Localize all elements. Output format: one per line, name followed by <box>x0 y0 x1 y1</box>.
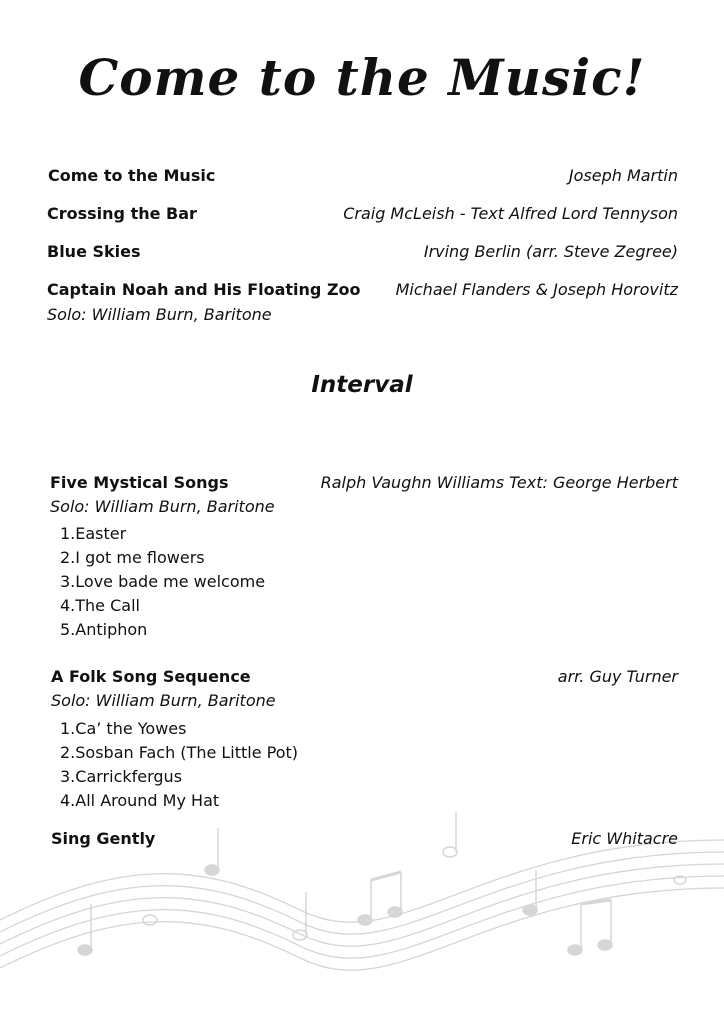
soloist-credit: Solo: William Burn, Baritone <box>47 305 272 324</box>
movement-list <box>60 522 265 642</box>
work-title: Captain Noah and His Floating Zoo <box>47 280 361 299</box>
work-title: Blue Skies <box>47 242 141 261</box>
movement-item: 4.All Around My Hat <box>60 791 220 810</box>
soloist-credit: Solo: William Burn, Baritone <box>50 497 275 516</box>
composer: Craig McLeish - Text Alfred Lord Tennyson <box>343 204 678 223</box>
work-title: Come to the Music <box>48 166 216 185</box>
programme-item <box>0 204 724 228</box>
movement-item: 3.Love bade me welcome <box>60 572 266 591</box>
work-title: Sing Gently <box>51 829 156 848</box>
movement-list <box>60 717 298 813</box>
staff-lines <box>0 840 724 970</box>
programme-item <box>0 166 724 190</box>
composer: Joseph Martin <box>568 166 678 185</box>
programme-title: Come to the Music! <box>78 48 646 107</box>
work-title: Crossing the Bar <box>47 204 197 223</box>
movement-item: 1.Easter <box>60 524 127 543</box>
movement-item: 4.The Call <box>60 596 140 615</box>
movement-item: 1.Ca’ the Yowes <box>60 719 187 738</box>
movement-item: 2.I got me flowers <box>60 548 205 567</box>
interval-heading: Interval <box>311 372 413 398</box>
soloist-credit: Solo: William Burn, Baritone <box>51 691 276 710</box>
programme-item <box>0 280 724 304</box>
composer: Irving Berlin (arr. Steve Zegree) <box>423 242 678 261</box>
composer: Ralph Vaughn Williams Text: George Herbert <box>320 473 678 492</box>
work-title: A Folk Song Sequence <box>51 667 251 686</box>
programme-item <box>0 829 724 853</box>
programme-item <box>0 242 724 266</box>
composer: Michael Flanders & Joseph Horovitz <box>395 280 678 299</box>
work-title: Five Mystical Songs <box>50 473 229 492</box>
movement-item: 2.Sosban Fach (The Little Pot) <box>60 743 299 762</box>
movement-item: 5.Antiphon <box>60 620 148 639</box>
programme-item <box>0 473 724 497</box>
composer: arr. Guy Turner <box>557 667 678 686</box>
composer: Eric Whitacre <box>571 829 678 848</box>
movement-item: 3.Carrickfergus <box>60 767 183 786</box>
programme-item <box>0 667 724 691</box>
